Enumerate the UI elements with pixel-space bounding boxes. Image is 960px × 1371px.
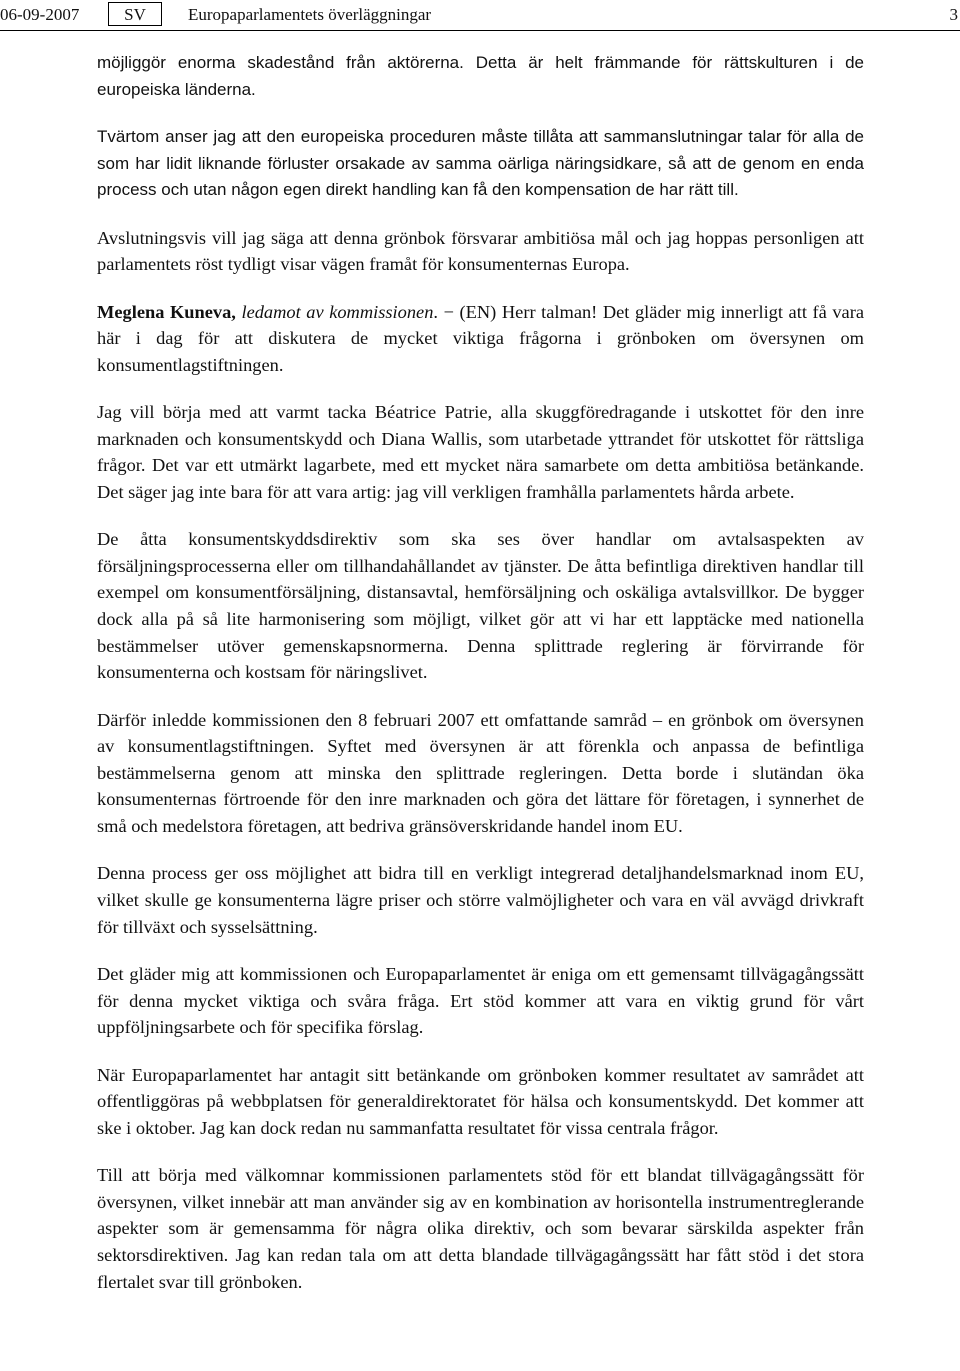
speaker-name: Meglena Kuneva,	[97, 301, 236, 322]
paragraph: När Europaparlamentet har antagit sitt betänkande om grönboken kommer resultatet av samrådet att offentliggöras på webbplatsen för generaldirektoratet för hälsa och konsumentskydd. Det kommer att ske i oktober. Jag kan dock redan nu sammanfatta resultatet för vissa centrala frågor.	[97, 1064, 864, 1138]
paragraph: Tvärtom anser jag att den europeiska proceduren måste tillåta att sammanslutningar talar för alla de som har lidit liknande förluster orsakade av samma oärliga näringsidkare, så att de genom en enda process och utan någon egen direkt handling kan få den kompensation de har rätt till.	[97, 126, 864, 200]
paragraph: Jag vill börja med att varmt tacka Béatrice Patrie, alla skuggföredragande i utskottet för den inre marknaden och konsumentskydd och Diana Wallis, som utarbetade yttrandet för utskottet för rättsliga frågor. Det var ett utmärkt lagarbete, med ett mycket nära samarbete om detta ambitiösa betänkande. Det säger jag inte bara för att vara artig: jag vill verkligen framhålla parlamentets hårda arbete.	[97, 402, 864, 502]
header-date: 06-09-2007	[0, 5, 80, 24]
speech-text: Herr talman! Det gläder mig innerligt att få vara här i dag för att diskutera de mycket viktiga frågorna i grönboken om översynen om konsumentlagstiftningen.	[97, 301, 864, 375]
paragraph: De åtta konsumentskyddsdirektiv som ska ses över handlar om avtalsaspekten av försäljningsprocesserna eller om tillhandahållandet av tjänster. De åtta befintliga direktiven handlar till exempel om konsumentförsäljning, distansavtal, hemförsäljning och oskäliga avtalsvillkor. De bygger dock alla på så lite harmonisering som möjligt, vilket gör att vi har ett lapptäcke med nationella bestämmelser utöver gemenskapsnormerna. Denna splittrade reglering är förvirrande för konsumenterna och kostsam för näringslivet.	[97, 529, 864, 683]
speaker-role: ledamot av kommissionen	[241, 301, 434, 322]
speech-separator: . −	[433, 301, 454, 322]
language-tag: (EN)	[459, 301, 497, 322]
page-number: 3	[949, 5, 958, 24]
paragraph: Till att börja med välkomnar kommissionen parlamentets stöd för ett blandat tillvägagångssätt för översynen, vilket innebär att man använder sig av en kombination av horisontella instrumentreglerande aspekter som är gemensamma för några olika direktiv, och som bevarar särskilda aspekter från sektorsdirektiven. Jag kan redan tala om att detta blandade tillvägagångssätt har fått stöd i det stora flertalet svar till grönboken.	[97, 1165, 864, 1292]
speech-paragraph	[97, 299, 864, 379]
paragraph: Avslutningsvis vill jag säga att denna grönbok försvarar ambitiösa mål och jag hoppas personligen att parlamentets röst tydligt visar vägen framåt för konsumenternas Europa.	[97, 227, 864, 275]
language-badge: SV	[108, 2, 162, 26]
page-header	[0, 0, 960, 31]
document-body	[97, 50, 864, 1316]
paragraph: Denna process ger oss möjlighet att bidra till en verkligt integrerad detaljhandelsmarknad inom EU, vilket skulle ge konsumenterna lägre priser och större valmöjligheter och vara en väl avvägd drivkraft för tillväxt och sysselsättning.	[97, 863, 864, 937]
paragraph: Det gläder mig att kommissionen och Europaparlamentet är eniga om ett gemensamt tillvägagångssätt för denna mycket viktiga och svåra fråga. Ert stöd kommer att vara en viktig grund för vårt uppföljningsarbete och för specifika förslag.	[97, 964, 864, 1038]
paragraph: möjliggör enorma skadestånd från aktörerna. Detta är helt främmande för rättskulturen i de europeiska länderna.	[97, 53, 864, 99]
paragraph: Därför inledde kommissionen den 8 februari 2007 ett omfattande samråd – en grönbok om översynen av konsumentlagstiftningen. Syftet med översynen är att förenkla och anpassa de befintliga bestämmelserna genom att minska den splittrade regleringen. Detta borde i slutändan öka konsumenternas förtroende för den inre marknaden och göra det lättare för företagen, i synnerhet de små och medelstora företagen, att bedriva gränsöverskridande handel inom EU.	[97, 709, 864, 837]
header-title: Europaparlamentets överläggningar	[188, 5, 432, 24]
